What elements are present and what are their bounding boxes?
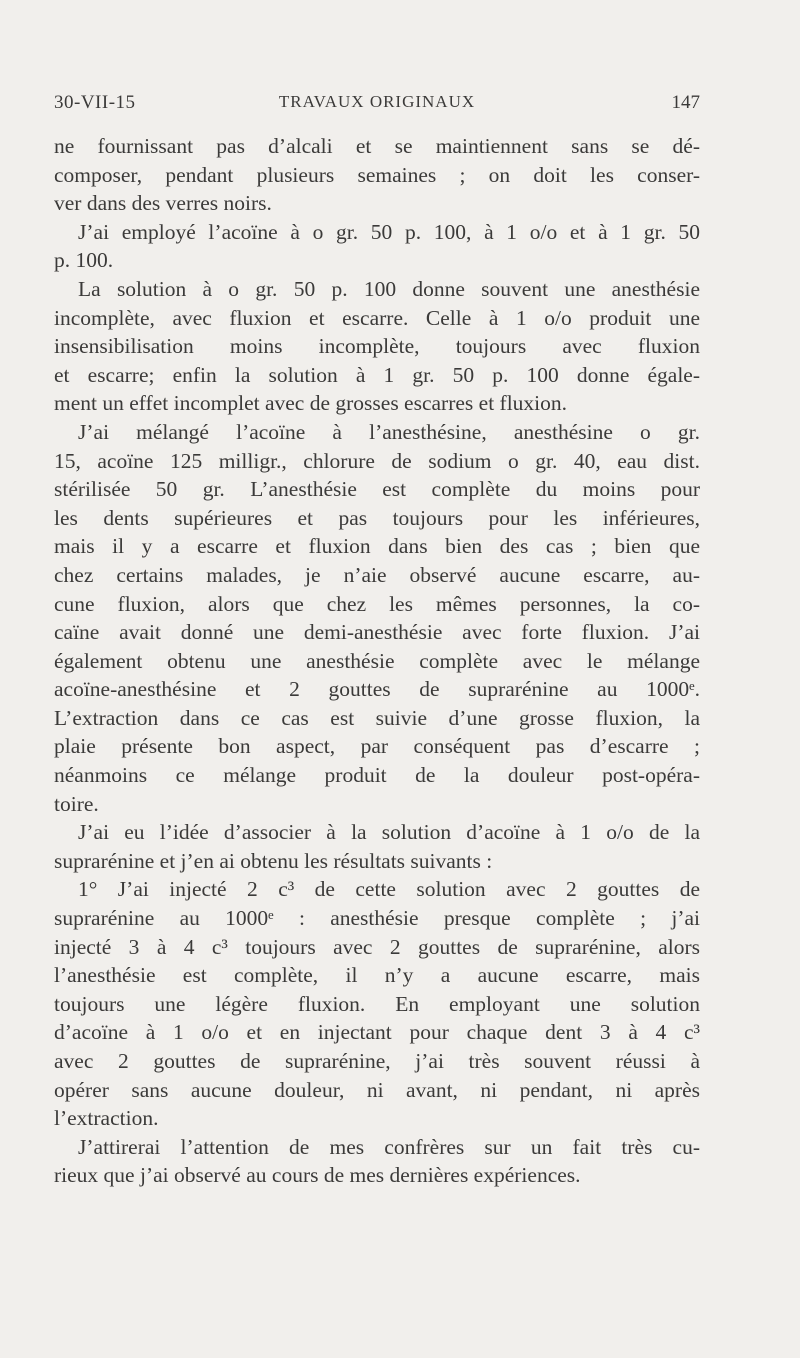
text-line: les dents supérieures et pas toujours pour les inférieures, [54, 505, 700, 530]
text-line: toujours une légère fluxion. En employant une solution [54, 991, 700, 1016]
text-line: suprarénine au 1000ᵉ : anesthésie presque complète ; j’ai [54, 906, 700, 931]
paragraph [54, 218, 700, 275]
text-line: 1° J’ai injecté 2 c³ de cette solution avec 2 gouttes de [78, 877, 700, 902]
text-line: suprarénine et j’en ai obtenu les résultats suivants : [54, 848, 493, 873]
text-line: toire. [54, 791, 99, 816]
text-line: cune fluxion, alors que chez les mêmes personnes, la co- [54, 591, 700, 616]
text-line: composer, pendant plusieurs semaines ; on doit les conser- [54, 162, 700, 187]
text-line: p. 100. [54, 248, 114, 273]
paragraph [54, 818, 700, 875]
text-line: chez certains malades, je n’aie observé aucune escarre, au- [54, 562, 700, 587]
running-header [54, 92, 700, 122]
text-line: d’acoïne à 1 o/o et en injectant pour chaque dent 3 à 4 c³ [54, 1020, 700, 1045]
text-line: ver dans des verres noirs. [54, 191, 272, 216]
body-text [54, 132, 700, 1190]
text-line: caïne avait donné une demi-anesthésie avec forte fluxion. J’ai [54, 620, 700, 645]
text-line: L’extraction dans ce cas est suivie d’une grosse fluxion, la [54, 705, 700, 730]
paragraph [54, 875, 700, 1132]
text-line: avec 2 gouttes de suprarénine, j’ai très souvent réussi à [54, 1049, 700, 1073]
text-line: J’ai eu l’idée d’associer à la solution d’acoïne à 1 o/o de la [78, 820, 700, 845]
text-line: acoïne-anesthésine et 2 gouttes de suprarénine au 1000ᵉ. [54, 677, 700, 702]
text-line: stérilisée 50 gr. L’anesthésie est complète du moins pour [54, 477, 700, 502]
paragraph [54, 275, 700, 418]
text-line: incomplète, avec fluxion et escarre. Celle à 1 o/o produit une [54, 305, 700, 330]
text-line: 15, acoïne 125 milligr., chlorure de sodium o gr. 40, eau dist. [54, 448, 700, 473]
page-number: 147 [671, 92, 700, 113]
text-line: ment un effet incomplet avec de grosses escarres et fluxion. [54, 391, 568, 416]
text-line: ne fournissant pas d’alcali et se maintiennent sans se dé- [54, 134, 700, 158]
header-date: 30-VII-15 [54, 92, 136, 113]
text-line: l’anesthésie est complète, il n’y a aucune escarre, mais [54, 963, 700, 988]
text-line: néanmoins ce mélange produit de la douleur post-opéra- [54, 763, 700, 788]
text-line: opérer sans aucune douleur, ni avant, ni pendant, ni après [54, 1077, 700, 1102]
text-line: l’extraction. [54, 1106, 159, 1131]
text-line: J’attirerai l’attention de mes confrères sur un fait très cu- [78, 1134, 700, 1159]
text-line: J’ai employé l’acoïne à o gr. 50 p. 100, à 1 o/o et à 1 gr. 50 [78, 219, 700, 244]
text-line: rieux que j’ai observé au cours de mes dernières expériences. [54, 1163, 581, 1188]
text-line: plaie présente bon aspect, par conséquent pas d’escarre ; [54, 734, 700, 759]
text-line: mais il y a escarre et fluxion dans bien des cas ; bien que [54, 534, 700, 559]
paragraph [54, 418, 700, 818]
text-line: et escarre; enfin la solution à 1 gr. 50 p. 100 donne égale- [54, 362, 700, 387]
header-title: TRAVAUX ORIGINAUX [278, 92, 476, 111]
text-line: injecté 3 à 4 c³ toujours avec 2 gouttes de suprarénine, alors [54, 934, 700, 959]
text-line: également obtenu une anesthésie complète avec le mélange [54, 648, 700, 673]
text-line: La solution à o gr. 50 p. 100 donne souvent une anesthésie [78, 276, 700, 301]
text-line: insensibilisation moins incomplète, toujours avec fluxion [54, 334, 700, 359]
paragraph [54, 1133, 700, 1190]
text-line: J’ai mélangé l’acoïne à l’anesthésine, anesthésine o gr. [78, 419, 700, 444]
paragraph [54, 132, 700, 218]
